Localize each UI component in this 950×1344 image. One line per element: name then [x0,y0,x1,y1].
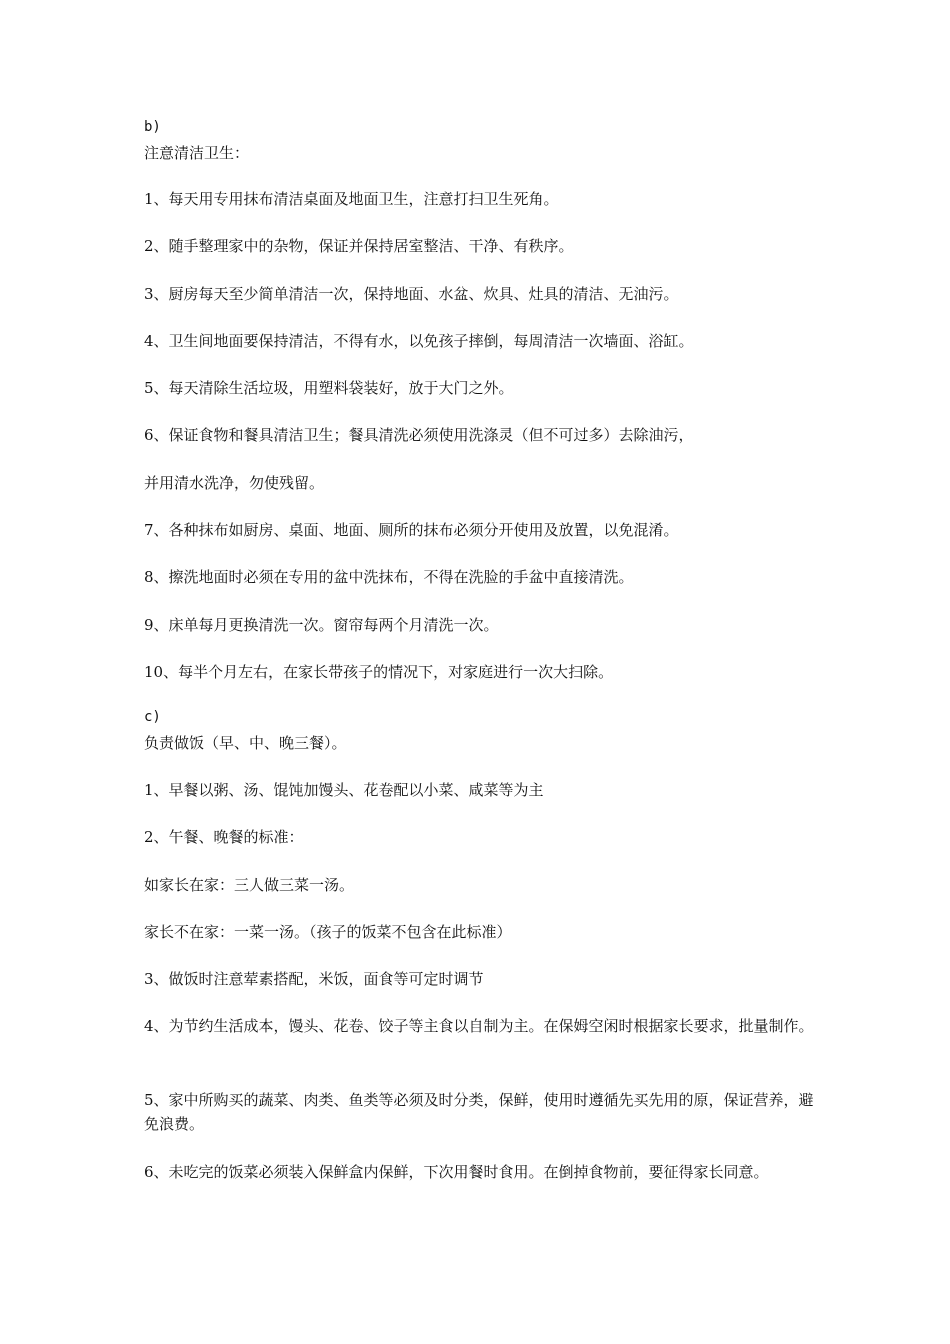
list-item: 2、随手整理家中的杂物，保证并保持居室整洁、干净、有秩序。 [144,237,574,255]
list-item: 并用清水洗净，勿使残留。 [144,474,325,492]
list-item: 5、家中所购买的蔬菜、肉类、鱼类等必须及时分类，保鲜，使用时遵循先买先用的原，保证营养，避免浪费。 [144,1091,814,1133]
list-item: 家长不在家：一菜一汤。（孩子的饭菜不包含在此标准） [144,923,512,941]
list-item: 6、未吃完的饭菜必须装入保鲜盒内保鲜，下次用餐时食用。在倒掉食物前，要征得家长同意。 [144,1163,769,1181]
list-item: 7、各种抹布如厨房、桌面、地面、厕所的抹布必须分开使用及放置，以免混淆。 [144,521,679,539]
section-c-marker: c) [144,709,161,725]
list-item: 4、为节约生活成本，馒头、花卷、饺子等主食以自制为主。在保姆空闲时根据家长要求，批量制作。 [144,1017,814,1035]
list-item: 9、床单每月更换清洗一次。窗帘每两个月清洗一次。 [144,616,499,634]
list-item: 3、做饭时注意荤素搭配，米饭，面食等可定时调节 [144,970,484,988]
document-page [144,0,814,1344]
section-b-heading: 注意清洁卫生： [144,144,250,162]
list-item: 3、厨房每天至少简单清洁一次，保持地面、水盆、炊具、灶具的清洁、无油污。 [144,285,679,303]
list-item: 1、早餐以粥、汤、馄饨加馒头、花卷配以小菜、咸菜等为主 [144,781,544,799]
section-b-marker: b) [144,119,161,135]
list-item: 8、擦洗地面时必须在专用的盆中洗抹布，不得在洗脸的手盆中直接清洗。 [144,568,634,586]
list-item: 6、保证食物和餐具清洁卫生；餐具清洗必须使用洗涤灵（但不可过多）去除油污， [144,426,694,444]
section-c-heading: 负责做饭（早、中、晚三餐）。 [144,734,347,752]
list-item: 1、每天用专用抹布清洁桌面及地面卫生，注意打扫卫生死角。 [144,190,559,208]
list-item: 4、卫生间地面要保持清洁，不得有水，以免孩子摔倒，每周清洁一次墙面、浴缸。 [144,332,694,350]
list-item: 2、午餐、晚餐的标准： [144,828,304,846]
list-item: 10、每半个月左右，在家长带孩子的情况下，对家庭进行一次大扫除。 [144,663,614,681]
list-item: 如家长在家：三人做三菜一汤。 [144,876,355,894]
list-item: 5、每天清除生活垃圾，用塑料袋装好，放于大门之外。 [144,379,514,397]
